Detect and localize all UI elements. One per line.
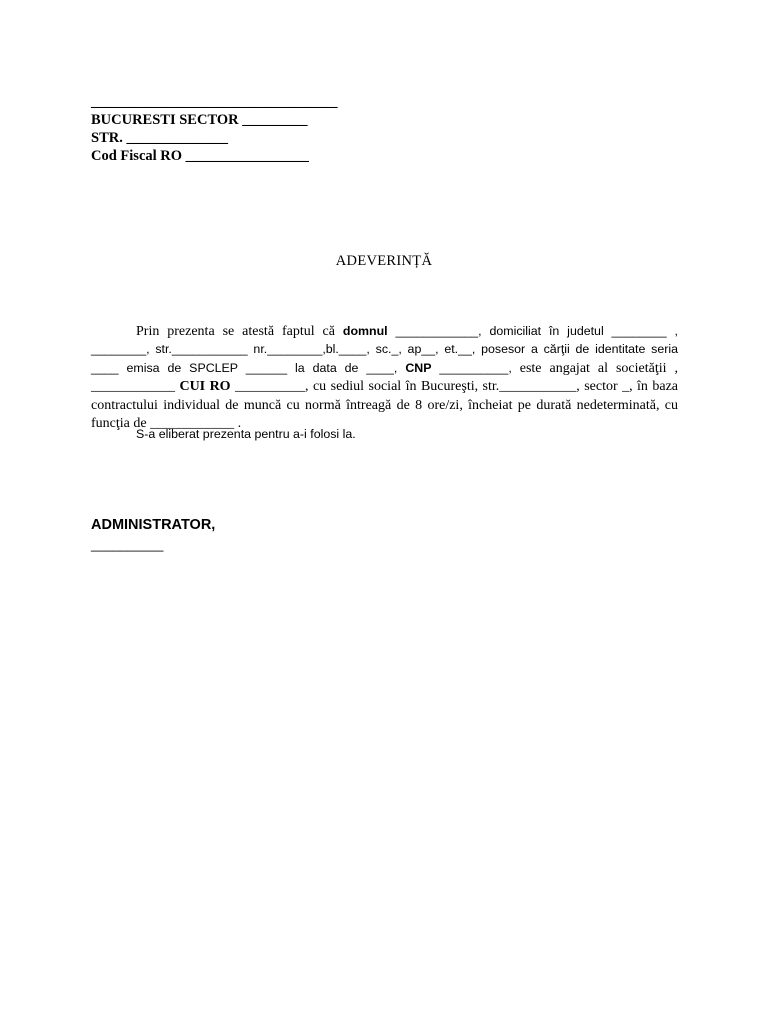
certificate-body [91, 322, 678, 432]
body-text-5: __________, [431, 360, 512, 375]
document-title: ADEVERINȚĂ [335, 253, 433, 269]
body-text-8: __________, cu sediul social în Bucureşti, str.___________, sector _, în baza contractului individual de muncă cu normă întreagă de 8 ore/zi, încheiat pe durată nedeterminată, cu funcţia de ____________ . [91, 379, 679, 432]
fiscal-code-line: Cod Fiscal RO _________________ [91, 148, 309, 164]
body-text-7: CUI RO [179, 379, 231, 395]
signature-line: __________ [91, 537, 164, 552]
closing-statement: S-a eliberat prezenta pentru a-i folosi la. [136, 427, 356, 441]
letterhead [91, 93, 411, 165]
body-text-6: este angajat al societăţii , ____________ [91, 360, 679, 395]
street-line: STR. ______________ [91, 130, 228, 146]
signature-title: ADMINISTRATOR, [91, 517, 216, 533]
city-sector-line: BUCURESTI SECTOR _________ [91, 112, 308, 128]
body-text-3: ____________, domiciliat în judetul ________ , ________, str.___________ nr.________,bl.____, sc._, ap__, et.__, posesor a cărţii de identitate seria ____ emisa de SPCLEP ______ la data de ____, [91, 324, 678, 375]
body-text-2: domnul [342, 324, 388, 338]
body-text-1: Prin prezenta se atestă faptul că [136, 324, 343, 339]
body-text-4: CNP [405, 360, 432, 375]
company-name-line: __________________________________ [91, 94, 338, 110]
